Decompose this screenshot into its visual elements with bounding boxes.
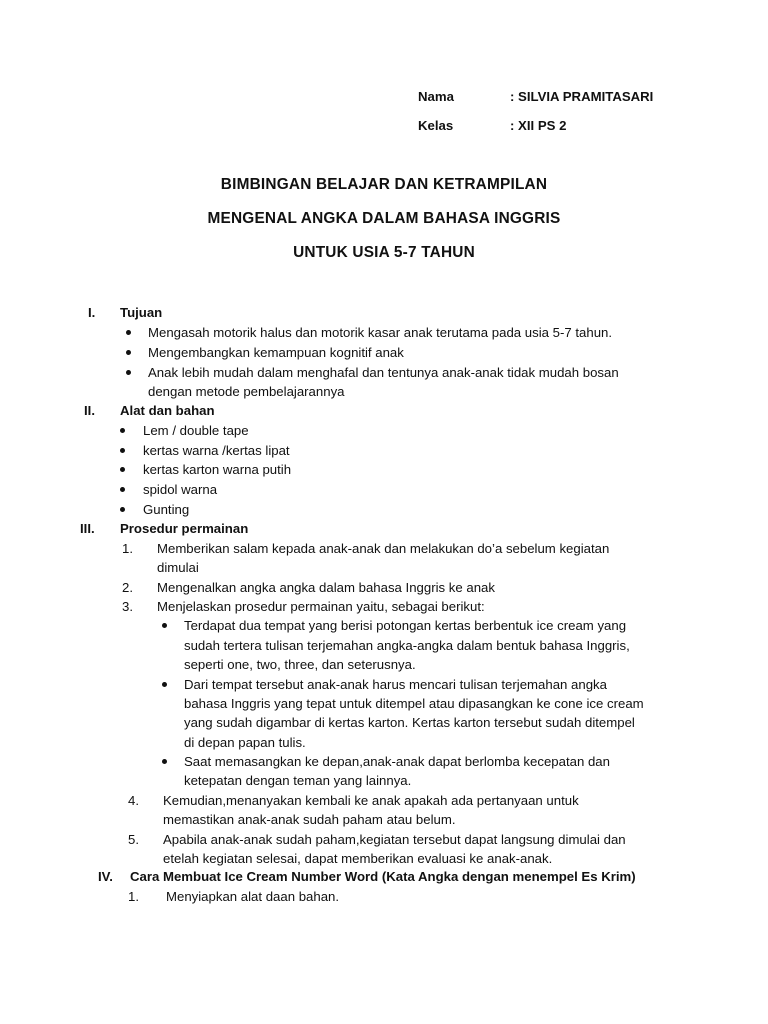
list-number: 5. — [128, 832, 139, 847]
title-line-2: MENGENAL ANGKA DALAM BAHASA INGGRIS — [207, 210, 561, 227]
title-line-3: UNTUK USIA 5-7 TAHUN — [293, 244, 475, 261]
sub-list-item-continuation: di depan papan tulis. — [184, 735, 306, 750]
sub-list-item-continuation: seperti one, two, three, dan seterusnya. — [184, 657, 416, 672]
sub-list-item: Saat memasangkan ke depan,anak-anak dapat berlomba kecepatan dan — [184, 754, 610, 769]
bullet-icon — [120, 467, 125, 472]
bullet-icon — [126, 370, 131, 375]
bullet-icon — [120, 448, 125, 453]
list-item: kertas karton warna putih — [143, 462, 292, 477]
list-item: Mengenalkan angka angka dalam bahasa Inggris ke anak — [157, 580, 495, 595]
section-3-number: III. — [80, 521, 95, 536]
list-item: kertas warna /kertas lipat — [143, 443, 290, 458]
kelas-value: : XII PS 2 — [510, 118, 567, 133]
list-item: Kemudian,menanyakan kembali ke anak apakah ada pertanyaan untuk — [163, 793, 579, 808]
list-item: Apabila anak-anak sudah paham,kegiatan tersebut dapat langsung dimulai dan — [163, 832, 626, 847]
sub-list-item-continuation: sudah tertera tulisan terjemahan angka-angka dalam bentuk bahasa Inggris, — [184, 638, 630, 653]
list-item-continuation: dengan metode pembelajarannya — [148, 384, 345, 399]
bullet-icon — [162, 682, 167, 687]
bullet-icon — [126, 350, 131, 355]
list-item: Anak lebih mudah dalam menghafal dan tentunya anak-anak tidak mudah bosan — [148, 365, 619, 380]
list-number: 2. — [122, 580, 133, 595]
bullet-icon — [126, 330, 131, 335]
list-item: Menyiapkan alat daan bahan. — [166, 889, 340, 904]
sub-list-item: Dari tempat tersebut anak-anak harus mencari tulisan terjemahan angka — [184, 677, 607, 692]
section-1-heading: Tujuan — [120, 305, 163, 320]
sub-list-item-continuation: ketepatan dengan teman yang lainnya. — [184, 773, 412, 788]
sub-list-item: Terdapat dua tempat yang berisi potongan kertas berbentuk ice cream yang — [184, 618, 627, 633]
bullet-icon — [162, 623, 167, 628]
list-item: Mengasah motorik halus dan motorik kasar anak terutama pada usia 5-7 tahun. — [148, 325, 613, 340]
bullet-icon — [120, 507, 125, 512]
list-item: Lem / double tape — [143, 423, 249, 438]
list-item: Gunting — [143, 502, 190, 517]
bullet-icon — [120, 428, 125, 433]
sub-list-item-continuation: yang sudah digambar di kertas karton. Kertas karton tersebut sudah ditempel — [184, 715, 635, 730]
list-number: 1. — [122, 541, 133, 556]
title-line-1: BIMBINGAN BELAJAR DAN KETRAMPILAN — [220, 176, 548, 193]
list-item: Mengembangkan kemampuan kognitif anak — [148, 345, 404, 360]
nama-label: Nama — [418, 89, 454, 104]
list-item: Menjelaskan prosedur permainan yaitu, sebagai berikut: — [157, 599, 485, 614]
section-4-heading: Cara Membuat Ice Cream Number Word (Kata Angka dengan menempel Es Krim) — [130, 869, 636, 884]
bullet-icon — [162, 759, 167, 764]
section-2-number: II. — [84, 403, 95, 418]
list-item-continuation: etelah kegiatan selesai, dapat memberikan evaluasi ke anak-anak. — [163, 851, 553, 866]
list-item-continuation: dimulai — [157, 560, 199, 575]
section-4-number: IV. — [98, 869, 113, 884]
nama-value: : SILVIA PRAMITASARI — [510, 89, 654, 104]
section-2-heading: Alat dan bahan — [120, 403, 215, 418]
list-number: 3. — [122, 599, 133, 614]
section-3-heading: Prosedur permainan — [120, 521, 249, 536]
list-item-continuation: memastikan anak-anak sudah paham atau belum. — [163, 812, 456, 827]
kelas-label: Kelas — [418, 118, 454, 133]
sub-list-item-continuation: bahasa Inggris yang tepat untuk ditempel atau dipasangkan ke cone ice cream — [184, 696, 644, 711]
bullet-icon — [120, 487, 125, 492]
list-item: spidol warna — [143, 482, 218, 497]
list-number: 4. — [128, 793, 139, 808]
section-1-number: I. — [88, 305, 96, 320]
list-number: 1. — [128, 889, 139, 904]
list-item: Memberikan salam kepada anak-anak dan melakukan do’a sebelum kegiatan — [157, 541, 610, 556]
